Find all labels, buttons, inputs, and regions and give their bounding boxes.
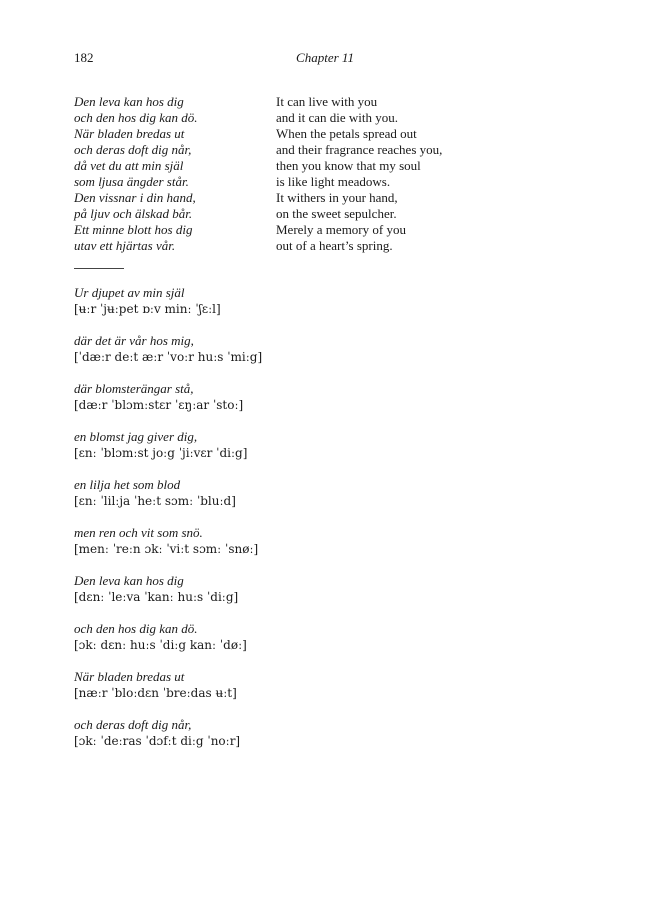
swedish-text: Ur djupet av min själ [74,285,185,300]
swedish-line: utav ett hjärtas vår. [74,238,176,253]
swedish-text: en blomst jag giver dig, [74,429,198,444]
english-line: is like light meadows. [276,174,391,189]
english-line: It can live with you [276,94,378,109]
swedish-text: och den hos dig kan dö. [74,621,198,636]
swedish-text: När bladen bredas ut [74,669,185,684]
english-line: and it can die with you. [276,110,399,125]
ipa-transcription: [ɔkː ˈdeːras ˈdɔfːt diːg ˈnoːr] [74,734,241,748]
english-line: then you know that my soul [276,158,421,173]
chapter-running-head: Chapter 11 [296,50,354,65]
section-divider [74,268,124,269]
swedish-line: då vet du att min själ [74,158,184,173]
ipa-transcription: [ɔkː dɛnː huːs ˈdiːg kanː ˈdøː] [74,638,247,652]
ipa-transcription: [ɛnː ˈlilːja ˈheːt sɔmː ˈbluːd] [74,494,236,508]
ipa-transcription: [ˈdæːr deːt æːr ˈvoːr huːs ˈmiːg] [74,350,263,364]
ipa-transcription: [ɛnː ˈblɔmːst joːg ˈjiːvɛr ˈdiːg] [74,446,248,460]
swedish-line: och den hos dig kan dö. [74,110,198,125]
ipa-transcription: [dæːr ˈblɔmːstɛr ˈɛŋːar ˈstoː] [74,398,244,412]
swedish-text: men ren och vit som snö. [74,525,203,540]
swedish-line: på ljuv och älskad bår. [74,206,193,221]
english-line: When the petals spread out [276,126,417,141]
pronunciation-pair [74,717,262,749]
swedish-line: Den vissnar i din hand, [74,190,196,205]
english-line: It withers in your hand, [276,190,398,205]
ipa-transcription: [næːr ˈbloːdɛn ˈbreːdas ʉːt] [74,686,237,700]
swedish-line: När bladen bredas ut [74,126,185,141]
pronunciation-guide [74,285,262,765]
swedish-line: Ett minne blott hos dig [74,222,193,237]
swedish-verse-column [74,94,197,254]
english-line: on the sweet sepulcher. [276,206,397,221]
english-line: and their fragrance reaches you, [276,142,443,157]
pronunciation-pair [74,285,262,317]
ipa-transcription: [dɛnː ˈleːva ˈkanː huːs ˈdiːg] [74,590,239,604]
english-line: out of a heart’s spring. [276,238,393,253]
swedish-text: Den leva kan hos dig [74,573,184,588]
page-number: 182 [74,50,94,65]
swedish-line: och deras doft dig når, [74,142,192,157]
pronunciation-pair [74,621,262,653]
ipa-transcription: [menː ˈreːn ɔkː ˈviːt sɔmː ˈsnøː] [74,542,259,556]
swedish-text: där det är vår hos mig, [74,333,194,348]
ipa-transcription: [ʉːr ˈjʉːpet ɒːv minː ˈʃɛːl] [74,302,221,316]
swedish-text: där blomsterängar stå, [74,381,194,396]
pronunciation-pair [74,525,262,557]
english-line: Merely a memory of you [276,222,406,237]
english-translation-column [276,94,442,254]
pronunciation-pair [74,429,262,461]
pronunciation-pair [74,669,262,701]
swedish-text: en lilja het som blod [74,477,181,492]
swedish-text: och deras doft dig når, [74,717,192,732]
pronunciation-pair [74,333,262,365]
pronunciation-pair [74,477,262,509]
pronunciation-pair [74,573,262,605]
pronunciation-pair [74,381,262,413]
swedish-line: Den leva kan hos dig [74,94,184,109]
swedish-line: som ljusa ängder står. [74,174,189,189]
